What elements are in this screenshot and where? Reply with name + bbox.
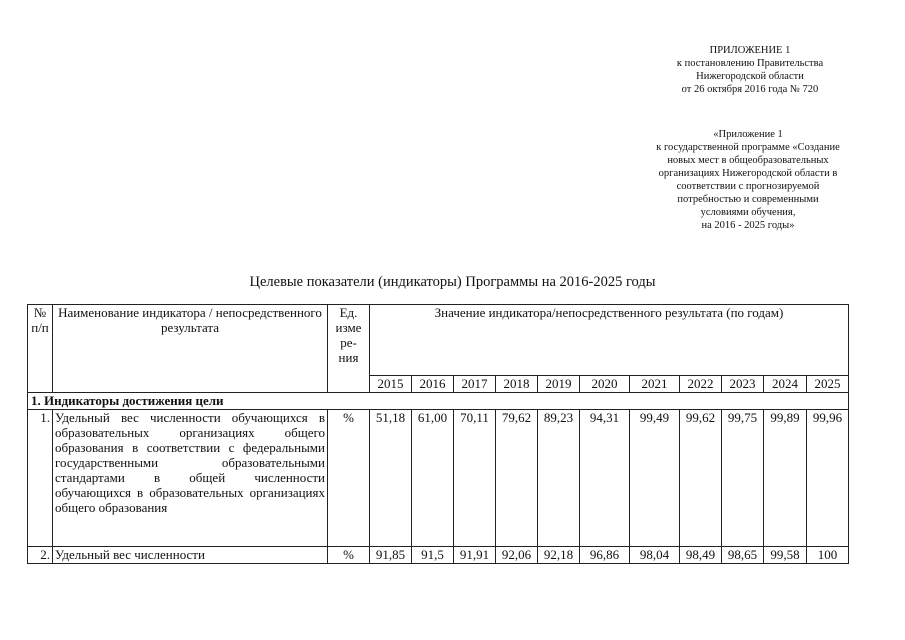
year-cell: 2020 [580,376,630,393]
appendix-header-line: ПРИЛОЖЕНИЕ 1 [709,45,791,56]
section-heading: 1. Индикаторы достижения цели [28,393,849,410]
value-cell: 99,96 [807,410,849,547]
value-cell: 99,58 [764,547,807,564]
value-cell: 89,23 [538,410,580,547]
year-cell: 2017 [454,376,496,393]
appendix-header-line: Нижегородской области [696,71,804,82]
indicators-table [27,304,849,564]
program-header-line: потребностью и современными [677,194,819,205]
col-header-values: Значение индикатора/непосредственного результата (по годам) [370,305,849,376]
table-row [28,547,849,564]
year-cell: 2015 [370,376,412,393]
row-name: Удельный вес численности обучающихся в образовательных организациях общего образования в соответствии с федеральными государственными образовательными стандартами в общей численности обучающихся в образовательных организациях общего образования [53,410,328,547]
year-cell: 2023 [722,376,764,393]
value-cell: 98,65 [722,547,764,564]
col-header-unit: Ед. изме ре- ния [328,305,370,393]
program-header-line: на 2016 - 2025 годы» [701,220,795,231]
value-cell: 92,18 [538,547,580,564]
year-cell: 2021 [630,376,680,393]
program-header-line: «Приложение 1 [713,129,783,140]
program-header-line: условиями обучения, [700,207,796,218]
col-header-name: Наименование индикатора / непосредственного результата [53,305,328,393]
value-cell: 51,18 [370,410,412,547]
value-cell: 79,62 [496,410,538,547]
value-cell: 92,06 [496,547,538,564]
row-unit: % [328,547,370,564]
year-cell: 2016 [412,376,454,393]
row-name: Удельный вес численности [53,547,328,564]
row-num: 2. [28,547,53,564]
year-cell: 2019 [538,376,580,393]
program-header [628,128,868,232]
value-cell: 70,11 [454,410,496,547]
appendix-header-line: от 26 октября 2016 года № 720 [681,84,819,95]
value-cell: 61,00 [412,410,454,547]
value-cell: 94,31 [580,410,630,547]
year-cell: 2022 [680,376,722,393]
program-header-line: к государственной программе «Создание [656,142,840,153]
value-cell: 91,91 [454,547,496,564]
appendix-header [640,44,860,96]
value-cell: 96,86 [580,547,630,564]
value-cell: 98,04 [630,547,680,564]
row-num: 1. [28,410,53,547]
value-cell: 99,49 [630,410,680,547]
table-row [28,410,849,547]
value-cell: 98,49 [680,547,722,564]
year-cell: 2018 [496,376,538,393]
value-cell: 100 [807,547,849,564]
value-cell: 99,62 [680,410,722,547]
program-header-line: организациях Нижегородской области в [658,168,838,179]
value-cell: 91,5 [412,547,454,564]
program-header-line: новых мест в общеобразовательных [667,155,829,166]
value-cell: 99,75 [722,410,764,547]
value-cell: 91,85 [370,547,412,564]
program-header-line: соответствии с прогнозируемой [676,181,820,192]
col-header-num: № п/п [28,305,53,393]
row-unit: % [328,410,370,547]
appendix-header-line: к постановлению Правительства [676,58,824,69]
year-cell: 2025 [807,376,849,393]
year-cell: 2024 [764,376,807,393]
value-cell: 99,89 [764,410,807,547]
page-title: Целевые показатели (индикаторы) Программы на 2016-2025 годы [249,274,656,290]
